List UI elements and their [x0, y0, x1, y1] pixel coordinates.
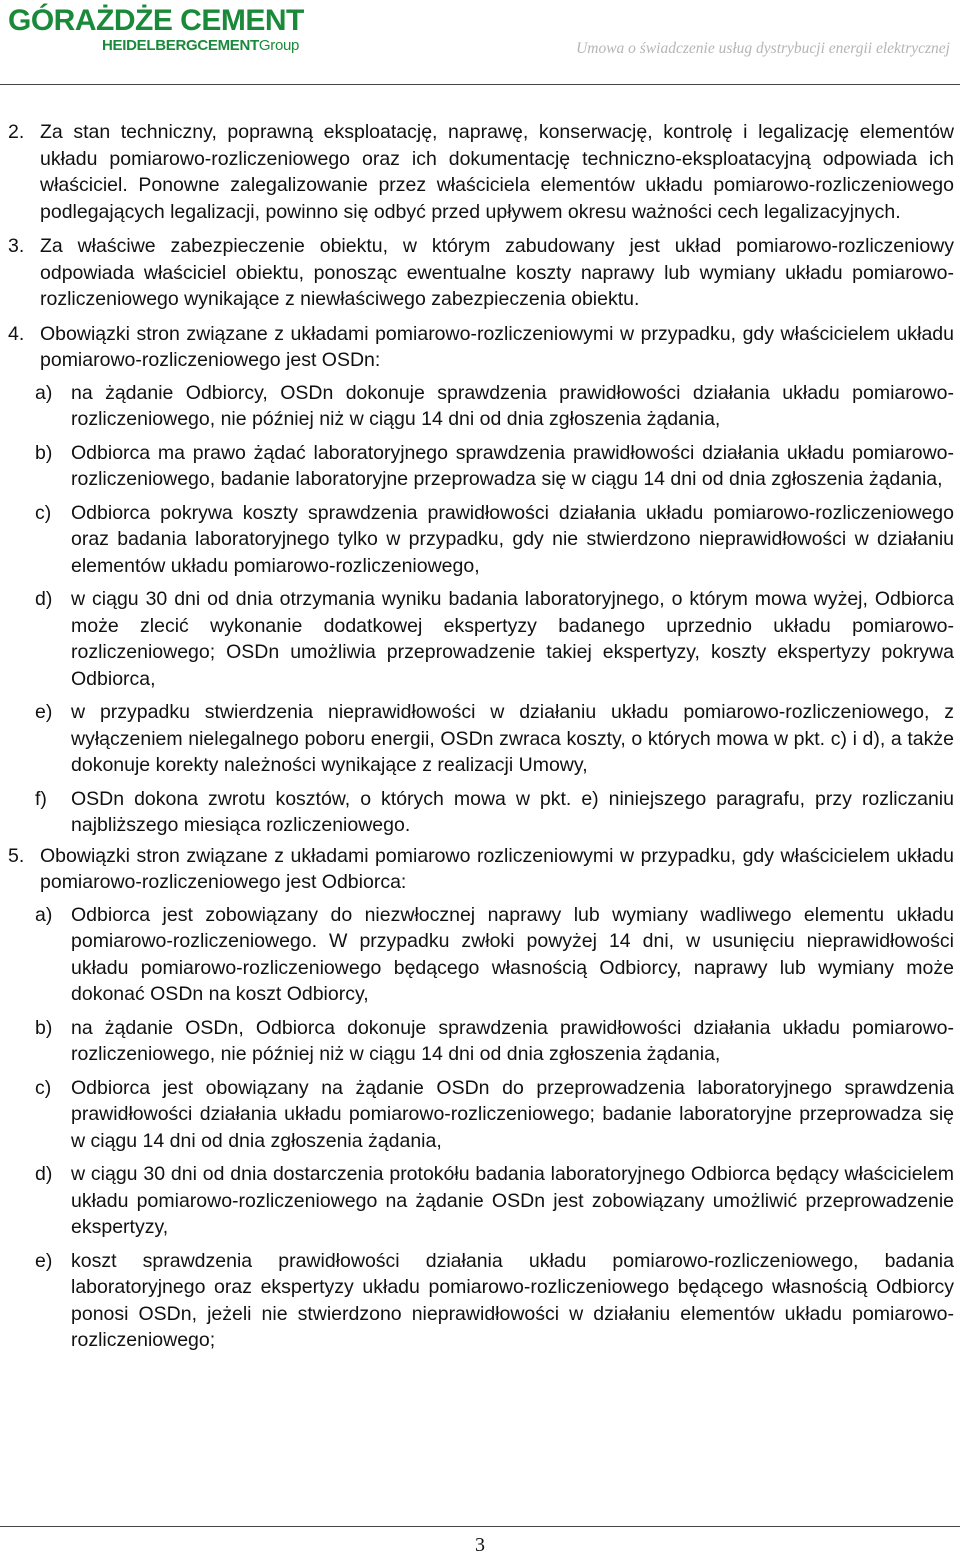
list-item-letter: e) — [35, 1249, 53, 1272]
list-item-5b — [0, 1015, 960, 1068]
list-item-text: Odbiorca jest zobowiązany do niezwłocznej naprawy lub wymiany wadliwego elementu układu pomiarowo-rozliczeniowego. W przypadku zwłoki powyżej 14 dni, w usunięciu nieprawidłowości układu pomiarowo-rozliczeniowego będącego własnością Odbiorcy, naprawy lub wymiany może dokonać OSDn na koszt Odbiorcy, — [71, 903, 954, 1005]
paragraph-2 — [0, 119, 960, 225]
list-item-5c — [0, 1075, 960, 1155]
paragraph-number: 4. — [8, 322, 25, 345]
list-item-5e — [0, 1248, 960, 1354]
paragraph-text: Za właściwe zabezpieczenie obiektu, w którym zabudowany jest układ pomiarowo-rozliczeniowy odpowiada właściciel obiektu, ponosząc ewentualne koszty naprawy lub wymiany układu pomiarowo-rozliczeniowego wynikające z niewłaściwego zabezpieczenia obiektu. — [40, 235, 954, 310]
list-item-text: w ciągu 30 dni od dnia otrzymania wyniku badania laboratoryjnego, o którym mowa wyżej, Odbiorca może zlecić wykonanie dodatkowej ekspertyzy badanego uprzednio układu pomiarowo-rozliczeniowego; OSDn umożliwia przeprowadzenie takiej ekspertyzy, koszty ekspertyzy pokrywa Odbiorca, — [71, 588, 954, 690]
list-item-4f — [0, 786, 960, 839]
list-item-letter: a) — [35, 903, 53, 926]
paragraph-number: 5. — [8, 844, 25, 867]
list-item-letter: a) — [35, 381, 53, 404]
list-item-text: Odbiorca jest obowiązany na żądanie OSDn do przeprowadzenia laboratoryjnego sprawdzenia prawidłowości działania układu pomiarowo-rozliczeniowego; badanie laboratoryjne przeprowadza się w ciągu 14 dni od dnia zgłoszenia żądania, — [71, 1076, 954, 1152]
company-logo — [8, 4, 304, 54]
list-item-text: w ciągu 30 dni od dnia dostarczenia protokółu badania laboratoryjnego Odbiorca będący właścicielem układu pomiarowo-rozliczeniowego na żądanie OSDn jest zobowiązany umożliwić przeprowadzenie ekspertyzy, — [71, 1163, 954, 1238]
list-item-text: OSDn dokona zwrotu kosztów, o których mowa w pkt. e) niniejszego paragrafu, przy rozliczaniu najbliższego miesiąca rozliczeniowego. — [71, 787, 954, 836]
list-item-letter: c) — [35, 1076, 52, 1099]
list-item-4e — [0, 699, 960, 779]
list-item-letter: c) — [35, 501, 52, 524]
list-item-4d — [0, 586, 960, 692]
logo-sub-text — [102, 38, 304, 54]
list-item-letter: d) — [35, 588, 53, 610]
document-body — [0, 119, 960, 1361]
logo-sub-bold: HEIDELBERGCEMENT — [102, 37, 259, 54]
header-divider — [0, 84, 960, 85]
list-item-letter: d) — [35, 1163, 53, 1185]
list-item-4b — [0, 440, 960, 493]
list-item-text: Odbiorca pokrywa koszty sprawdzenia prawidłowości działania układu pomiarowo-rozliczeniowego oraz badania laboratoryjnego tylko w przypadku, gdy nie stwierdzono nieprawidłowości w działaniu elementów układu pomiarowo-rozliczeniowego, — [71, 501, 954, 577]
paragraph-text: Obowiązki stron związane z układami pomiarowo rozliczeniowymi w przypadku, gdy właścicielem układu pomiarowo-rozliczeniowego jest Odbiorca: — [40, 844, 954, 893]
paragraph-text: Obowiązki stron związane z układami pomiarowo-rozliczeniowymi w przypadku, gdy właścicielem układu pomiarowo-rozliczeniowego jest OSDn: — [40, 322, 954, 371]
list-item-text: w przypadku stwierdzenia nieprawidłowości w działaniu układu pomiarowo-rozliczeniowego, z wyłączeniem nielegalnego poboru energii, OSDn zwraca koszty, o których mowa w pkt. c) i d), a także dokonuje korekty należności wynikające z realizacji Umowy, — [71, 701, 954, 776]
list-item-4a — [0, 380, 960, 433]
list-item-text: na żądanie Odbiorcy, OSDn dokonuje sprawdzenia prawidłowości działania układu pomiarowo-rozliczeniowego, nie później niż w ciągu 14 dni od dnia zgłoszenia żądania, — [71, 381, 954, 430]
paragraph-5 — [0, 843, 960, 896]
list-item-letter: b) — [35, 441, 53, 464]
paragraph-number: 2. — [8, 121, 25, 143]
paragraph-number: 3. — [8, 235, 25, 257]
list-item-letter: f) — [35, 787, 47, 810]
paragraph-3 — [0, 233, 960, 313]
paragraph-text: Za stan techniczny, poprawną eksploatację, naprawę, konserwację, kontrolę i legalizację elementów układu pomiarowo-rozliczeniowego oraz ich dokumentację techniczno-eksploatacyjną odpowiada ich właściciel. Ponowne zalegalizowanie przez właściciela elementów układu pomiarowo-rozliczeniowego podlegających legalizacji, powinno się odbyć przed upływem okresu ważności cech legalizacyjnych. — [40, 121, 954, 223]
footer-divider — [0, 1526, 960, 1527]
page-header — [0, 0, 960, 80]
logo-main-text: GÓRAŻDŻE CEMENT — [8, 4, 304, 37]
list-item-5a — [0, 902, 960, 1008]
list-item-text: koszt sprawdzenia prawidłowości działania układu pomiarowo-rozliczeniowego, badania laboratoryjnego oraz ekspertyzy układu pomiarowo-rozliczeniowego będącego własnością Odbiorcy ponosi OSDn, jeżeli nie stwierdzono nieprawidłowości w działaniu elementów układu pomiarowo-rozliczeniowego; — [71, 1249, 954, 1351]
list-item-text: Odbiorca ma prawo żądać laboratoryjnego sprawdzenia prawidłowości działania układu pomiarowo-rozliczeniowego, badanie laboratoryjne przeprowadza się w ciągu 14 dni od dnia zgłoszenia żądania, — [71, 441, 954, 490]
list-item-letter: e) — [35, 701, 53, 723]
list-item-5d — [0, 1161, 960, 1241]
page-number: 3 — [475, 1534, 485, 1556]
list-item-letter: b) — [35, 1016, 53, 1039]
list-item-text: na żądanie OSDn, Odbiorca dokonuje sprawdzenia prawidłowości działania układu pomiarowo-rozliczeniowego, nie później niż w ciągu 14 dni od dnia zgłoszenia żądania, — [71, 1016, 954, 1065]
paragraph-4 — [0, 321, 960, 374]
list-item-4c — [0, 500, 960, 580]
document-title: Umowa o świadczenie usług dystrybucji energii elektrycznej — [576, 40, 950, 57]
logo-sub-thin: Group — [258, 37, 300, 54]
